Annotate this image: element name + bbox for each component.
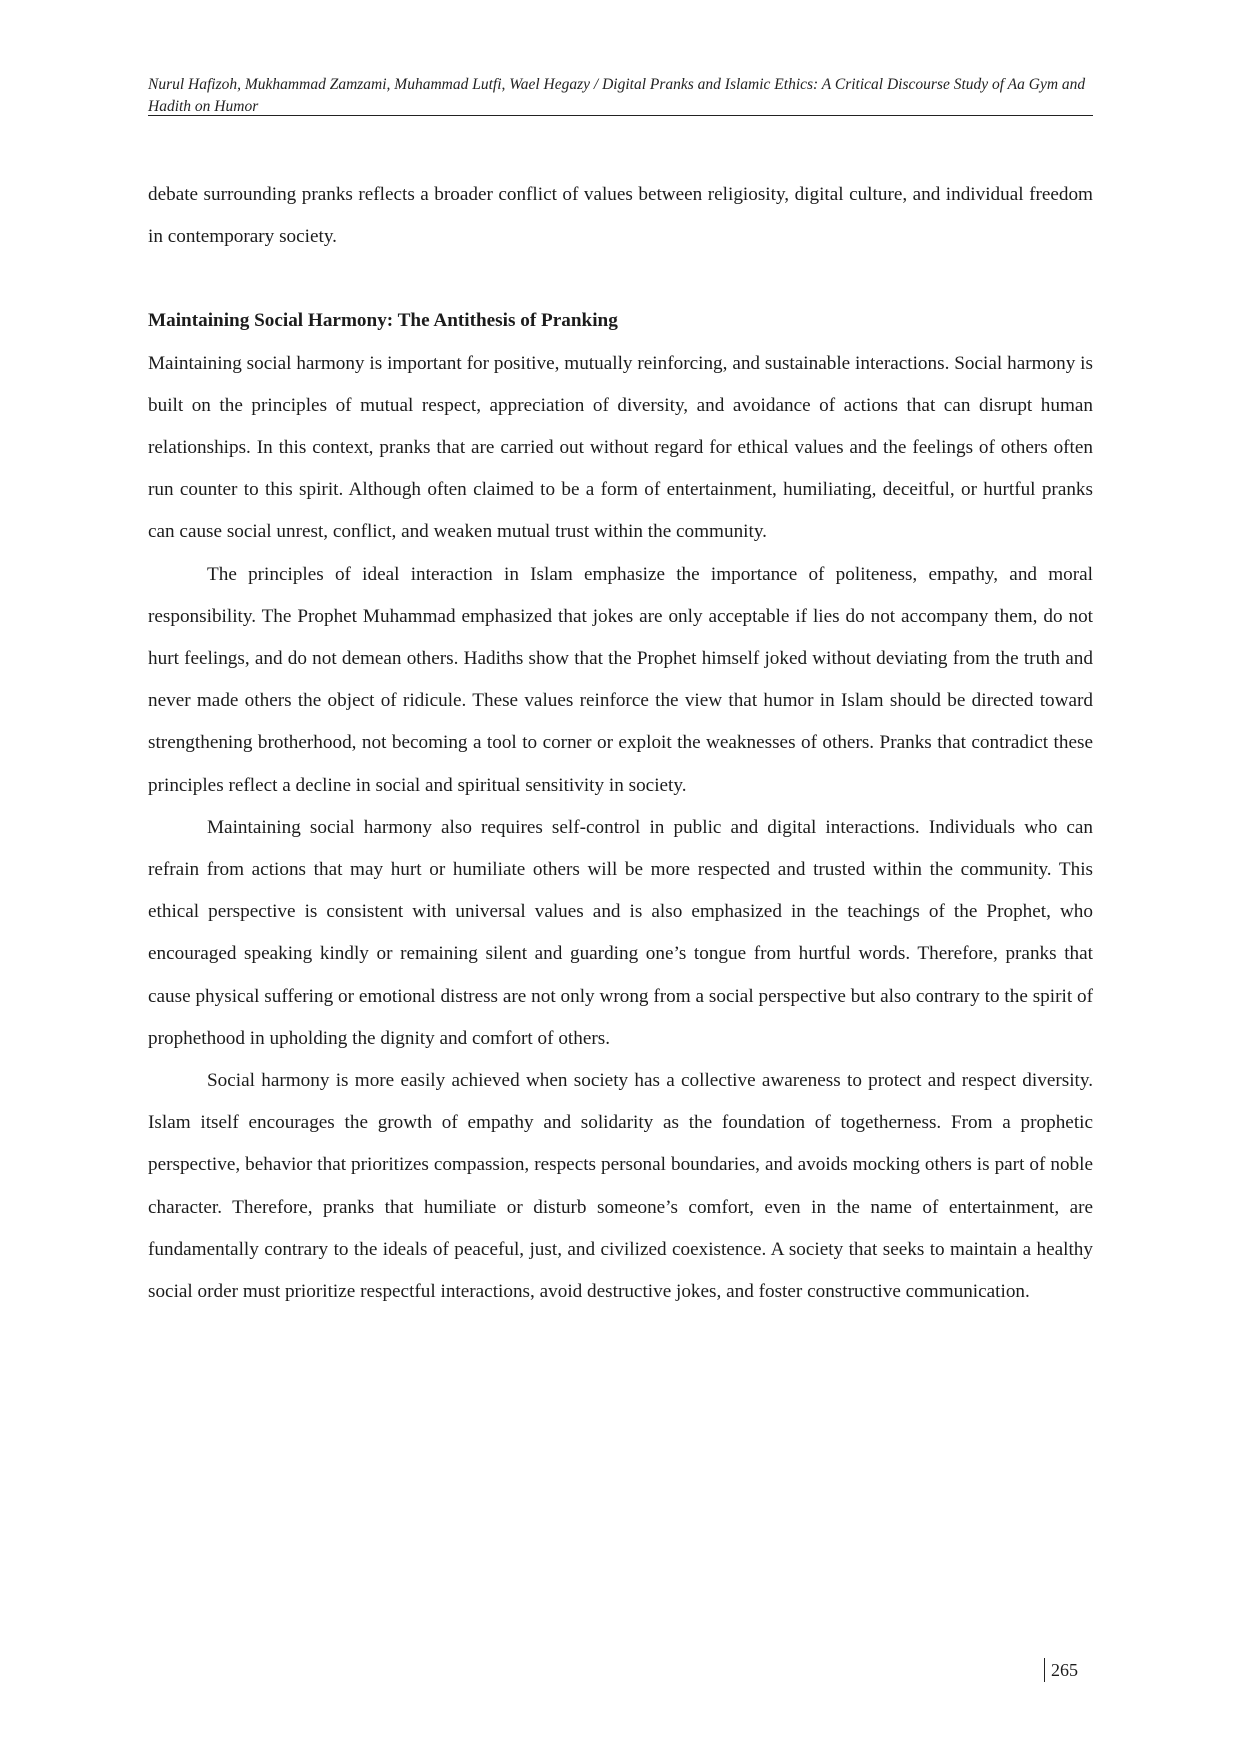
body-paragraph-1: Maintaining social harmony is important for positive, mutually reinforcing, and sustainable interactions. Social harmony is built on the principles of mutual respect, appreciation of diversity, and avoidance of actions that can disrupt human relationships. In this context, pranks that are carried out without regard for ethical values and the feelings of others often run counter to this spirit. Although often claimed to be a form of entertainment, humiliating, deceitful, or hurtful pranks can cause social unrest, conflict, and weaken mutual trust within the community. [148, 352, 1093, 543]
body-paragraph-3: Maintaining social harmony also requires self-control in public and digital interactions. Individuals who can refrain from actions that may hurt or humiliate others will be more respected and trusted within the community. This ethical perspective is consistent with universal values and is also emphasized in the teachings of the Prophet, who encouraged speaking kindly or remaining silent and guarding one’s tongue from hurtful words. Therefore, pranks that cause physical suffering or emotional distress are not only wrong from a social perspective but also contrary to the spirit of prophethood in upholding the dignity and comfort of others. [148, 816, 1093, 1049]
article-body [148, 174, 1093, 1313]
header-rule [148, 115, 1093, 116]
running-header: Nurul Hafizoh, Mukhammad Zamzami, Muhammad Lutfi, Wael Hegazy / Digital Pranks and Islamic Ethics: A Critical Discourse Study of Aa Gym and Hadith on Humor [148, 76, 1086, 115]
page-number: 265 [1044, 1658, 1078, 1682]
body-paragraph-4: Social harmony is more easily achieved when society has a collective awareness to protect and respect diversity. Islam itself encourages the growth of empathy and solidarity as the foundation of togetherness. From a prophetic perspective, behavior that prioritizes compassion, respects personal boundaries, and avoids mocking others is part of noble character. Therefore, pranks that humiliate or disturb someone’s comfort, even in the name of entertainment, are fundamentally contrary to the ideals of peaceful, just, and civilized coexistence. A society that seeks to maintain a healthy social order must prioritize respectful interactions, avoid destructive jokes, and foster constructive communication. [148, 1070, 1093, 1303]
continuation-paragraph: debate surrounding pranks reflects a broader conflict of values between religiosity, digital culture, and individual freedom in contemporary society. [148, 184, 1093, 248]
section-heading: Maintaining Social Harmony: The Antithesis of Pranking [148, 310, 618, 332]
body-paragraph-2: The principles of ideal interaction in Islam emphasize the importance of politeness, empathy, and moral responsibility. The Prophet Muhammad emphasized that jokes are only acceptable if lies do not accompany them, do not hurt feelings, and do not demean others. Hadiths show that the Prophet himself joked without deviating from the truth and never made others the object of ridicule. These values reinforce the view that humor in Islam should be directed toward strengthening brotherhood, not becoming a tool to corner or exploit the weaknesses of others. Pranks that contradict these principles reflect a decline in social and spiritual sensitivity in society. [148, 563, 1093, 796]
